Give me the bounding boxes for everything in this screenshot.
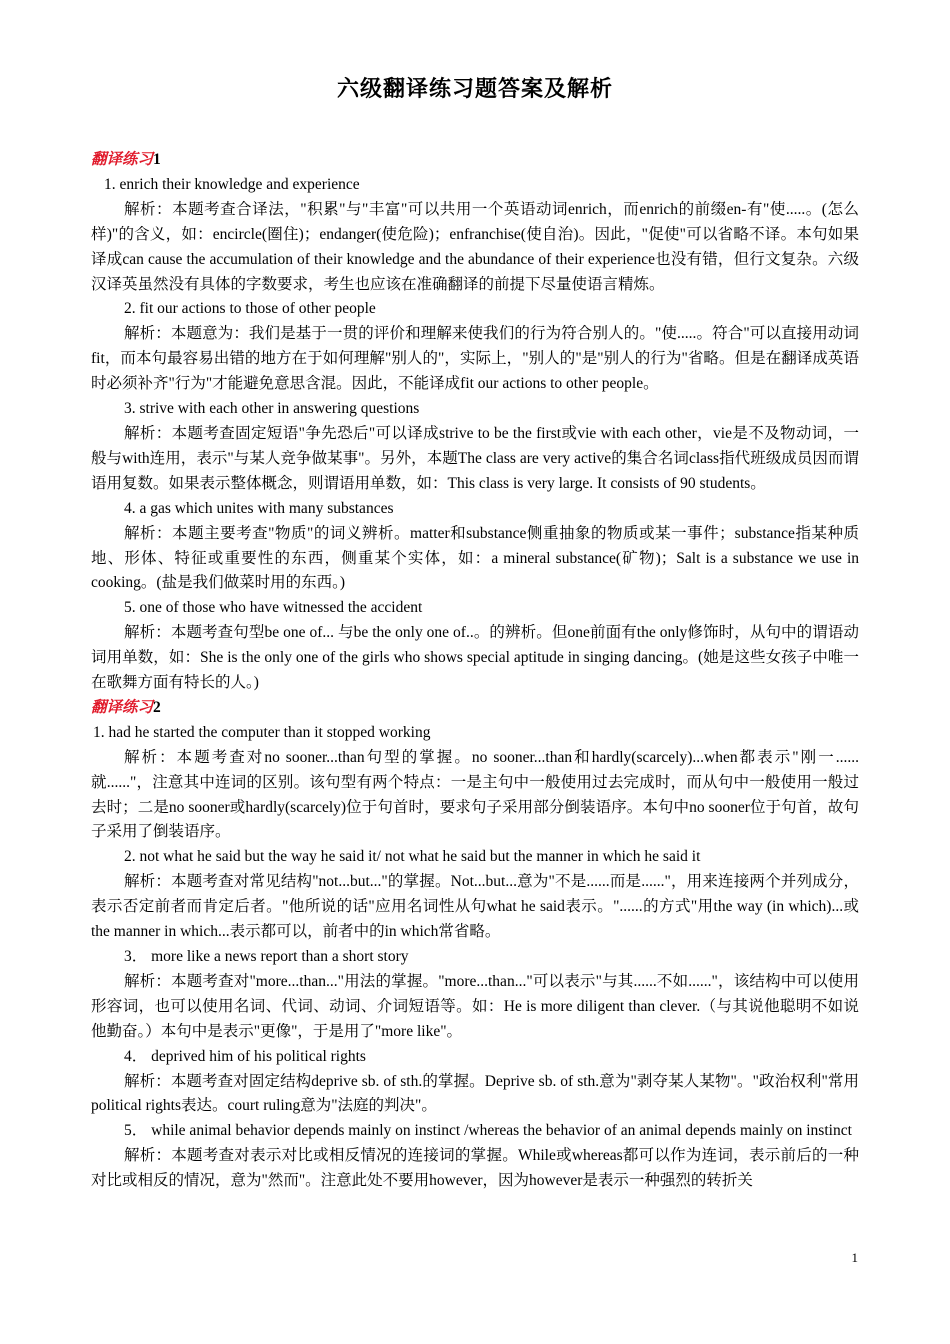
question-item: 2. not what he said but the way he said it/ not what he said but the manner in which he said it: [124, 848, 701, 866]
page-number: 1: [851, 1250, 858, 1265]
question-item: 3. strive with each other in answering questions: [124, 400, 420, 418]
question-item: 4. a gas which unites with many substances: [124, 499, 394, 517]
section-number: 1: [153, 151, 161, 168]
question-item: 2. fit our actions to those of other people: [124, 300, 376, 318]
answer-explanation: 解析：本题考查对no sooner...than句型的掌握。no sooner...than和hardly(scarcely)...when都表示"刚一......就......"，注意其中连词的区别。该句型有两个特点：一是主句中一般使用过去完成时，而从句中一般使用一般过去时；二是no sooner或hardly(scarcely)位于句首时，要求句子采用部分倒装语序。本句中no sooner位于句首，故句子采用了倒装语序。: [91, 748, 859, 841]
document-body: [91, 148, 859, 1194]
answer-explanation: 解析：本题考查句型be one of... 与be the only one of..。的辨析。但one前面有the only修饰时，从句中的谓语动词用单数，如：She is the only one of the girls who shows special aptitude in singing dancing。(她是这些女孩子中唯一在歌舞方面有特长的人。): [91, 624, 859, 692]
answer-explanation: 解析：本题考查合译法，"积累"与"丰富"可以共用一个英语动词enrich，而enrich的前缀en-有"使.....。(怎么样)"的含义，如：encircle(圈住)；endanger(使危险)；enfranchise(使自治)。因此，"促使"可以省略不译。本句如果译成can cause the accumulation of their knowledge and the abundance of their experience也没有错，但行文复杂。六级汉译英虽然没有具体的字数要求，考生也应该在准确翻译的前提下尽量使语言精炼。: [91, 200, 859, 293]
question-item: 4． deprived him of his political rights: [124, 1047, 366, 1065]
answer-explanation: 解析：本题考查对"more...than..."用法的掌握。"more...than..."可以表示"与其......不如......"，该结构中可以使用形容词，也可以使用名词、代词、动词、介词短语等。如：He is more diligent than clever.（与其说他聪明不如说他勤奋。）本句中是表示"更像"，于是用了"more like"。: [91, 972, 859, 1040]
section-label: 翻译练习: [91, 698, 154, 716]
answer-explanation: 解析：本题意为：我们是基于一贯的评价和理解来使我们的行为符合别人的。"使.....。符合"可以直接用动词fit，而本句最容易出错的地方在于如何理解"别人的"，实际上，"别人的"是"别人的行为"省略。但是在翻译成英语时必须补齐"行为"才能避免意思含混。因此，不能译成fit our actions to other people。: [91, 325, 859, 393]
question-item: 5． while animal behavior depends mainly on instinct /whereas the behavior of an animal depends mainly on instinct: [124, 1122, 852, 1140]
answer-explanation: 解析：本题考查对表示对比或相反情况的连接词的掌握。While或whereas都可以作为连词，表示前后的一种对比或相反的情况，意为"然而"。注意此处不要用however，因为however是表示一种强烈的转折关: [91, 1147, 859, 1190]
section-heading-1: [91, 148, 859, 173]
answer-explanation: 解析：本题考查对常见结构"not...but..."的掌握。Not...but...意为"不是......而是......"，用来连接两个并列成分，表示否定前者而肯定后者。"他所说的话"应用名词性从句what he said表示。"......的方式"用the way (in which)...或the manner in which...表示都可以，前者中的in which常省略。: [91, 873, 859, 941]
answer-explanation: 解析：本题考查对固定结构deprive sb. of sth.的掌握。Deprive sb. of sth.意为"剥夺某人某物"。"政治权利"常用political rights表达。court ruling意为"法庭的判决"。: [91, 1072, 859, 1115]
question-item: 1. had he started the computer than it stopped working: [93, 723, 431, 741]
section-label: 翻译练习: [91, 151, 154, 168]
question-item: 5. one of those who have witnessed the accident: [124, 599, 423, 617]
section-number: 2: [153, 698, 161, 716]
section-heading-2: [91, 696, 859, 721]
question-item: 1. enrich their knowledge and experience: [104, 175, 360, 193]
page-title: 六级翻译练习题答案及解析: [336, 76, 613, 101]
answer-explanation: 解析：本题主要考查"物质"的词义辨析。matter和substance侧重抽象的物质或某一事件；substance指某种质地、形体、特征或重要性的东西，侧重某个实体，如：a mineral substance(矿物)；Salt is a substance we use in cooking。(盐是我们做菜时用的东西。): [91, 524, 859, 592]
question-item: 3． more like a news report than a short story: [124, 948, 409, 965]
answer-explanation: 解析：本题考查固定短语"争先恐后"可以译成strive to be the first或vie with each other，vie是不及物动词，一般与with连用，表示"与某人竞争做某事"。另外，本题The class are very active的集合名词class指代班级成员因而谓语用复数。如果表示整体概念，则谓语用单数，如：This class is very large. It consists of 90 students。: [91, 424, 859, 492]
